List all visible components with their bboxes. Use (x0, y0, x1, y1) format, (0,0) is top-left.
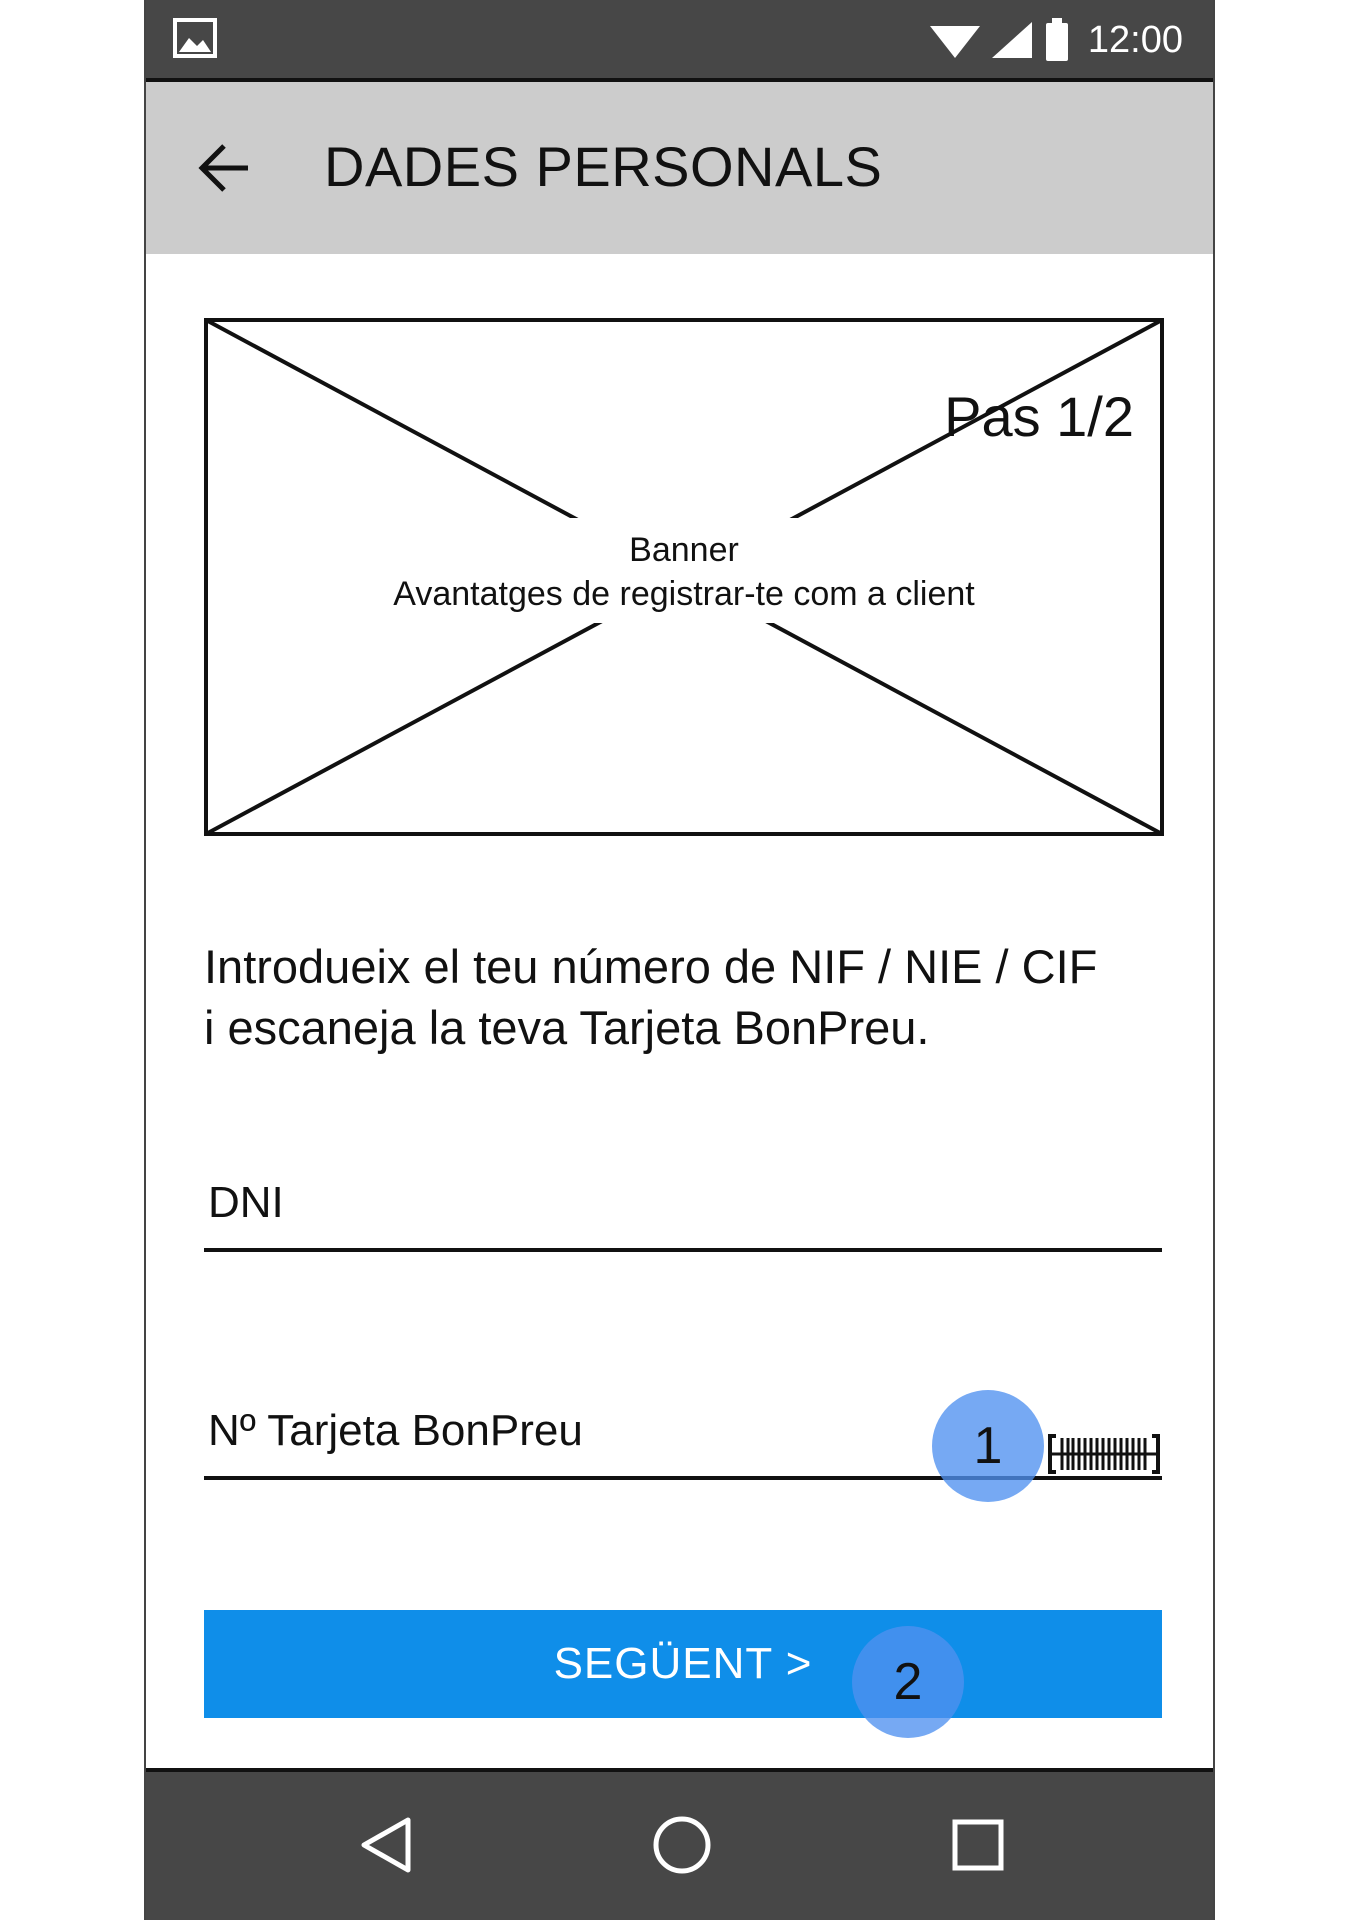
dni-placeholder: DNI (208, 1178, 284, 1227)
banner-text (204, 528, 1164, 616)
status-icons (930, 12, 1183, 68)
instructions-text (204, 936, 1184, 1058)
banner-placeholder (204, 318, 1164, 836)
battery-icon (1044, 18, 1070, 62)
nav-back-icon[interactable] (352, 1810, 422, 1880)
phone-screen (144, 0, 1215, 1920)
banner-title: Banner (625, 528, 743, 572)
back-arrow-icon[interactable] (196, 140, 252, 196)
signal-icon (990, 20, 1034, 60)
banner-subtitle: Avantatges de registrar-te com a client (389, 572, 978, 616)
app-bar (146, 82, 1213, 254)
navigation-bar (146, 1768, 1213, 1920)
dni-input[interactable] (204, 1178, 1162, 1252)
card-number-placeholder: Nº Tarjeta BonPreu (208, 1406, 583, 1455)
barcode-scan-icon[interactable] (1046, 1426, 1162, 1482)
nav-home-icon[interactable] (647, 1810, 717, 1880)
status-time: 12:00 (1087, 18, 1183, 61)
next-button[interactable]: SEGÜENT > (204, 1610, 1162, 1718)
wifi-icon (930, 20, 980, 60)
instructions-line-1: Introdueix el teu número de NIF / NIE / CIF (204, 940, 1098, 993)
step-indicator: Pas 1/2 (944, 385, 1134, 448)
annotation-marker-2: 2 (852, 1626, 964, 1738)
annotation-marker-1: 1 (932, 1390, 1044, 1502)
page-title: DADES PERSONALS (324, 135, 883, 198)
image-icon (173, 18, 217, 58)
status-bar (146, 0, 1213, 82)
nav-recent-icon[interactable] (943, 1810, 1013, 1880)
instructions-line-2: i escaneja la teva Tarjeta BonPreu. (204, 1001, 930, 1054)
